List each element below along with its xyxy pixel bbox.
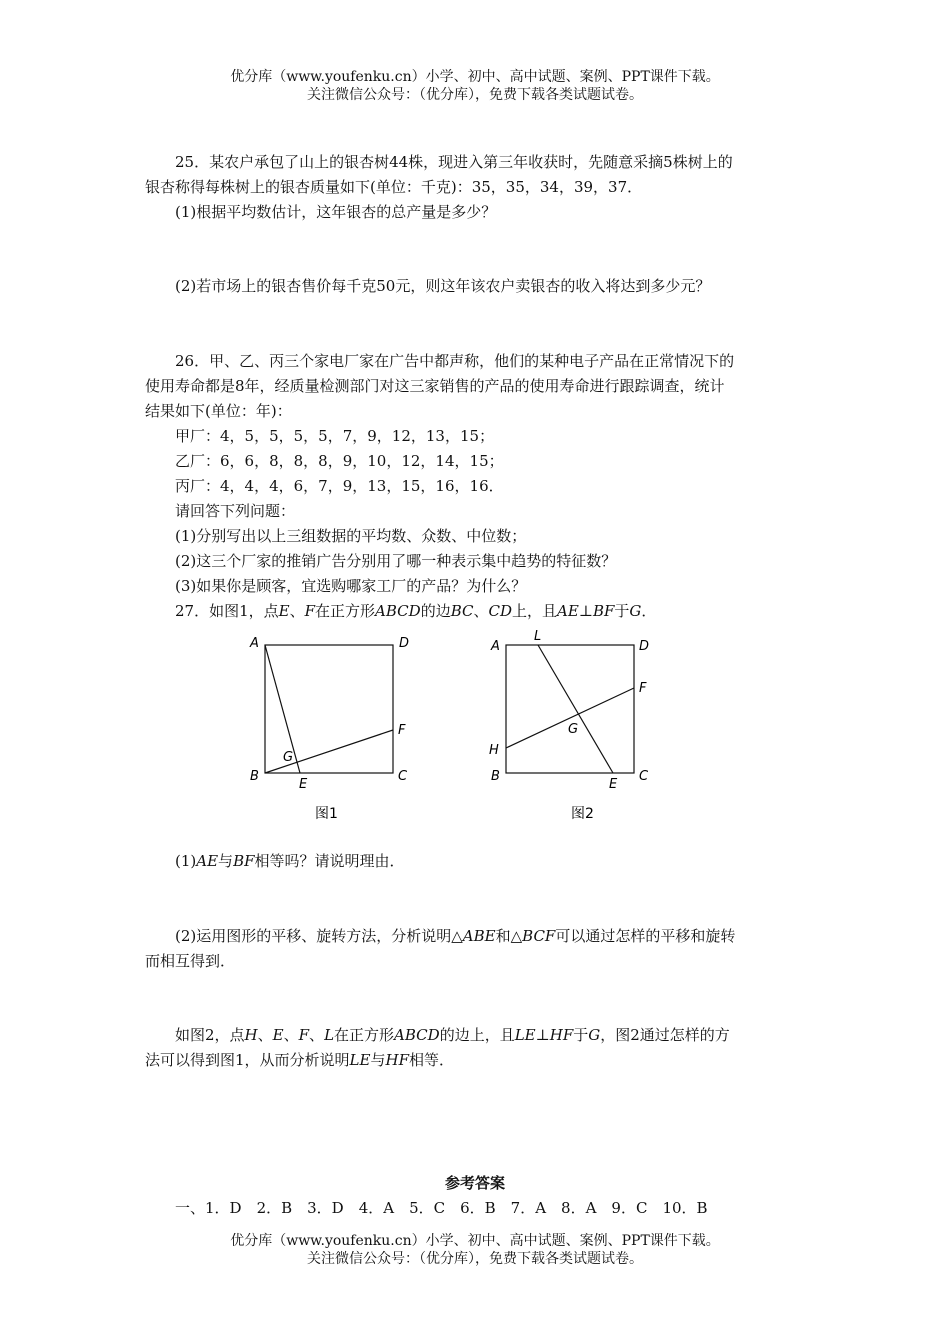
- figure-2-segment-HF: [506, 688, 634, 748]
- q27-part-2-line-2: 而相互得到．: [145, 952, 236, 970]
- q26-part-1: (1)分别写出以上三组数据的平均数、众数、中位数；: [175, 527, 527, 545]
- q26-text-line-3: 结果如下(单位：年)：: [145, 402, 292, 420]
- q25-text-line-2: 银杏称得每株树上的银杏质量如下(单位：千克)：35，35，34，39，37．: [145, 178, 643, 196]
- figure-1-label-B: B: [250, 769, 259, 784]
- q27-intro: 27．如图1，点E、F在正方形ABCD的边BC、CD上，且AE⊥BF于G．: [175, 602, 657, 620]
- figure-2-label-L: L: [534, 630, 542, 644]
- answers-title: 参考答案: [444, 1174, 505, 1192]
- header-line-2: 关注微信公众号：（优分库），免费下载各类试题试卷。: [307, 87, 643, 103]
- footer-line-2: 关注微信公众号：（优分库），免费下载各类试题试卷。: [307, 1251, 643, 1267]
- figure-2-square: [506, 645, 634, 773]
- q25-part-2: (2)若市场上的银杏售价每千克50元，则这年该农户卖银杏的收入将达到多少元？: [175, 277, 711, 295]
- figure-2-label-F: F: [639, 681, 647, 696]
- q26-prompt: 请回答下列问题：: [175, 502, 296, 520]
- q25-part-1: (1)根据平均数估计，这年银杏的总产量是多少？: [175, 203, 497, 221]
- header-line-1: 优分库（www.youfenku.cn）小学、初中、高中试题、案例、PPT课件下载。: [230, 69, 720, 85]
- figure-2-label-H: H: [489, 743, 499, 758]
- figure-1-label-D: D: [399, 636, 410, 651]
- q27-part-3-line-1: 如图2，点H、E、F、L在正方形ABCD的边上，且LE⊥HF于G，图2通过怎样的方: [175, 1026, 730, 1044]
- q27-part-1: (1)AE与BF相等吗？请说明理由．: [175, 852, 405, 870]
- q26-part-3: (3)如果你是顾客，宜选购哪家工厂的产品？为什么？: [175, 577, 527, 595]
- figure-2-label-B: B: [491, 769, 500, 784]
- figure-1-label-C: C: [398, 769, 408, 784]
- figure-2-label-A: A: [491, 639, 500, 654]
- footer-line-1: 优分库（www.youfenku.cn）小学、初中、高中试题、案例、PPT课件下载。: [230, 1233, 720, 1249]
- figure-1-caption: 图1: [315, 806, 338, 822]
- figure-1-label-A: A: [250, 636, 259, 651]
- figure-2: [485, 630, 665, 830]
- q26-part-2: (2)这三个厂家的推销广告分别用了哪一种表示集中趋势的特征数？: [175, 552, 617, 570]
- q26-text-line-2: 使用寿命都是8年，经质量检测部门对这三家销售的产品的使用寿命进行跟踪调查，统计: [145, 377, 725, 395]
- figure-2-label-D: D: [639, 639, 650, 654]
- figure-2-label-G: G: [568, 722, 579, 737]
- figure-1: [245, 630, 425, 830]
- q26-text-line-1: 26．甲、乙、丙三个家电厂家在广告中都声称，他们的某种电子产品在正常情况下的: [175, 352, 735, 370]
- q25-text-line-1: 25．某农户承包了山上的银杏树44株，现进入第三年收获时，先随意采摘5株树上的: [175, 153, 733, 171]
- figure-2-caption: 图2: [571, 806, 594, 822]
- figure-2-segment-LE: [538, 645, 613, 773]
- q27-part-2-line-1: (2)运用图形的平移、旋转方法，分析说明△ABE和△BCF可以通过怎样的平移和旋转: [175, 927, 736, 945]
- q26-factory-yi: 乙厂：6，6，8，8，8，9，10，12，14，15；: [175, 452, 504, 470]
- figure-2-label-C: C: [639, 769, 649, 784]
- figure-2-label-E: E: [609, 777, 618, 792]
- figure-1-label-E: E: [299, 777, 308, 792]
- figure-1-label-F: F: [398, 723, 406, 738]
- answers-line: 一、1．D 2．B 3．D 4．A 5．C 6．B 7．A 8．A 9．C 10．B: [175, 1199, 708, 1217]
- q26-factory-bing: 丙厂：4，4，4，6，7，9，13，15，16，16．: [175, 477, 504, 495]
- figure-1-label-G: G: [283, 750, 294, 765]
- q26-factory-jia: 甲厂：4，5，5，5，5，7，9，12，13，15；: [175, 427, 495, 445]
- q27-part-3-line-2: 法可以得到图1，从而分析说明LE与HF相等．: [145, 1051, 454, 1069]
